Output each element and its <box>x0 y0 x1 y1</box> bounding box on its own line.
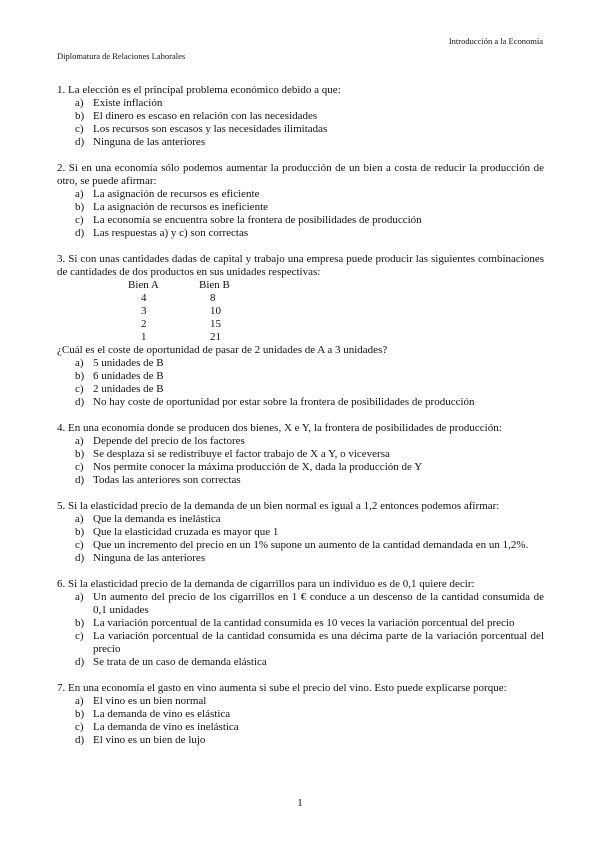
option-a <box>57 357 544 370</box>
option-letter: d) <box>75 396 85 408</box>
table-cell: 4 <box>141 292 147 304</box>
option-text: Ninguna de las anteriores <box>93 552 206 564</box>
option-letter: d) <box>75 734 85 746</box>
option-letter: d) <box>75 656 85 668</box>
option-b <box>57 708 544 721</box>
option-letter: d) <box>75 136 85 148</box>
option-text: 2 unidades de B <box>93 383 164 395</box>
option-letter: b) <box>75 201 85 213</box>
option-b <box>57 110 544 123</box>
option-text: Todas las anteriores son correctas <box>93 474 241 486</box>
option-letter: a) <box>75 513 84 525</box>
question-list <box>57 84 544 760</box>
option-a <box>57 97 544 110</box>
option-text: Que un incremento del precio en un 1% supone un aumento de la cantidad demandada en un 1,2%. <box>93 539 529 551</box>
option-b <box>57 201 544 214</box>
option-text: La asignación de recursos es eficiente <box>93 188 260 200</box>
option-list <box>57 188 544 240</box>
option-text: Se desplaza si se redistribuye el factor trabajo de X a Y, o viceversa <box>93 448 390 460</box>
option-c <box>57 214 544 227</box>
question-4 <box>57 422 544 487</box>
option-list <box>57 97 544 149</box>
option-letter: a) <box>75 591 84 603</box>
question-3 <box>57 253 544 409</box>
option-text: Que la elasticidad cruzada es mayor que 1 <box>93 526 279 538</box>
option-text: Depende del precio de los factores <box>93 435 245 447</box>
option-b <box>57 617 544 630</box>
option-a <box>57 435 544 448</box>
option-letter: b) <box>75 617 85 629</box>
question-text: 6. Si la elasticidad precio de la demanda de cigarrillos para un individuo es de 0,1 quiere decir: <box>57 578 475 590</box>
option-d <box>57 227 544 240</box>
question-1 <box>57 84 544 149</box>
option-list <box>57 591 544 669</box>
table-cell: 8 <box>210 292 216 304</box>
table-cell: 2 <box>141 318 147 330</box>
question-subtext: ¿Cuál es el coste de oportunidad de pasar de 2 unidades de A a 3 unidades? <box>57 344 388 356</box>
option-letter: a) <box>75 435 84 447</box>
option-text: Nos permite conocer la máxima producción de X, dada la producción de Y <box>93 461 423 473</box>
option-list <box>57 435 544 487</box>
option-text: 5 unidades de B <box>93 357 164 369</box>
option-list <box>57 513 544 565</box>
option-letter: b) <box>75 110 85 122</box>
option-a <box>57 513 544 526</box>
option-letter: a) <box>75 188 84 200</box>
question-text: 2. Si en una economía sólo podemos aumentar la producción de un bien a costa de reducir la producción de otro, se puede afirmar: <box>57 162 544 187</box>
option-text: La demanda de vino es inelástica <box>93 721 239 733</box>
question-text: 4. En una economía donde se producen dos bienes, X e Y, la frontera de posibilidades de producción: <box>57 422 502 434</box>
question-2 <box>57 162 544 240</box>
option-text: 6 unidades de B <box>93 370 164 382</box>
option-text: La demanda de vino es elástica <box>93 708 231 720</box>
table-row <box>128 331 250 344</box>
option-c <box>57 383 544 396</box>
course-title: Introducción a la Economía <box>448 36 543 46</box>
option-a <box>57 188 544 201</box>
option-b <box>57 370 544 383</box>
option-text: Existe inflación <box>93 97 163 109</box>
page-number: 1 <box>297 797 303 809</box>
question-text: 7. En una economía el gasto en vino aumenta si sube el precio del vino. Esto puede explicarse porque: <box>57 682 507 694</box>
option-letter: a) <box>75 695 84 707</box>
option-text: No hay coste de oportunidad por estar sobre la frontera de posibilidades de producción <box>93 396 475 408</box>
option-text: El vino es un bien de lujo <box>93 734 206 746</box>
option-text: El dinero es escaso en relación con las necesidades <box>93 110 318 122</box>
option-text: Se trata de un caso de demanda elástica <box>93 656 267 668</box>
option-letter: d) <box>75 552 85 564</box>
option-letter: a) <box>75 97 84 109</box>
table-header-row <box>128 279 250 292</box>
option-d <box>57 734 544 747</box>
option-b <box>57 448 544 461</box>
option-letter: c) <box>75 461 84 473</box>
option-d <box>57 474 544 487</box>
option-text: La economía se encuentra sobre la frontera de posibilidades de producción <box>93 214 422 226</box>
option-letter: c) <box>75 630 84 642</box>
question-7 <box>57 682 544 747</box>
option-a <box>57 695 544 708</box>
question-text: 3. Si con unas cantidades dadas de capital y trabajo una empresa puede producir las siguientes combinaciones de cantidades de dos productos en sus unidades respectivas: <box>57 253 544 278</box>
option-letter: b) <box>75 370 85 382</box>
option-letter: c) <box>75 383 84 395</box>
table-row <box>128 305 250 318</box>
option-letter: c) <box>75 214 84 226</box>
option-d <box>57 552 544 565</box>
option-c <box>57 461 544 474</box>
option-letter: b) <box>75 708 85 720</box>
option-text: Ninguna de las anteriores <box>93 136 206 148</box>
option-list <box>57 357 544 409</box>
option-text: Un aumento del precio de los cigarrillos en 1 € conduce a un descenso de la cantidad consumida de 0,1 unidades <box>93 591 544 616</box>
option-letter: a) <box>75 357 84 369</box>
option-letter: c) <box>75 123 84 135</box>
production-table <box>128 279 250 344</box>
option-text: La variación porcentual de la cantidad consumida es una décima parte de la variación porcentual del precio <box>93 630 544 655</box>
table-cell: 21 <box>210 331 221 343</box>
option-c <box>57 123 544 136</box>
question-text: 5. Si la elasticidad precio de la demanda de un bien normal es igual a 1,2 entonces podemos afirmar: <box>57 500 500 512</box>
table-header: Bien A <box>128 279 159 291</box>
option-list <box>57 695 544 747</box>
table-header: Bien B <box>199 279 230 291</box>
option-d <box>57 656 544 669</box>
option-letter: d) <box>75 474 85 486</box>
program-title: Diplomatura de Relaciones Laborales <box>57 51 186 61</box>
option-text: Las respuestas a) y c) son correctas <box>93 227 249 239</box>
option-letter: b) <box>75 526 85 538</box>
option-d <box>57 136 544 149</box>
option-b <box>57 526 544 539</box>
table-cell: 10 <box>210 305 221 317</box>
option-letter: c) <box>75 539 84 551</box>
option-a <box>57 591 544 617</box>
table-cell: 1 <box>141 331 147 343</box>
option-c <box>57 539 544 552</box>
question-6 <box>57 578 544 669</box>
option-text: Los recursos son escasos y las necesidades ilimitadas <box>93 123 328 135</box>
table-row <box>128 318 250 331</box>
option-text: La asignación de recursos es ineficiente <box>93 201 269 213</box>
question-text: 1. La elección es el principal problema económico debido a que: <box>57 84 341 96</box>
option-text: La variación porcentual de la cantidad consumida es 10 veces la variación porcentual del precio <box>93 617 515 629</box>
table-cell: 3 <box>141 305 147 317</box>
option-letter: c) <box>75 721 84 733</box>
option-text: El vino es un bien normal <box>93 695 207 707</box>
table-row <box>128 292 250 305</box>
option-letter: d) <box>75 227 85 239</box>
question-5 <box>57 500 544 565</box>
option-letter: b) <box>75 448 85 460</box>
table-cell: 15 <box>210 318 221 330</box>
option-c <box>57 630 544 656</box>
option-c <box>57 721 544 734</box>
option-d <box>57 396 544 409</box>
option-text: Que la demanda es inelástica <box>93 513 221 525</box>
